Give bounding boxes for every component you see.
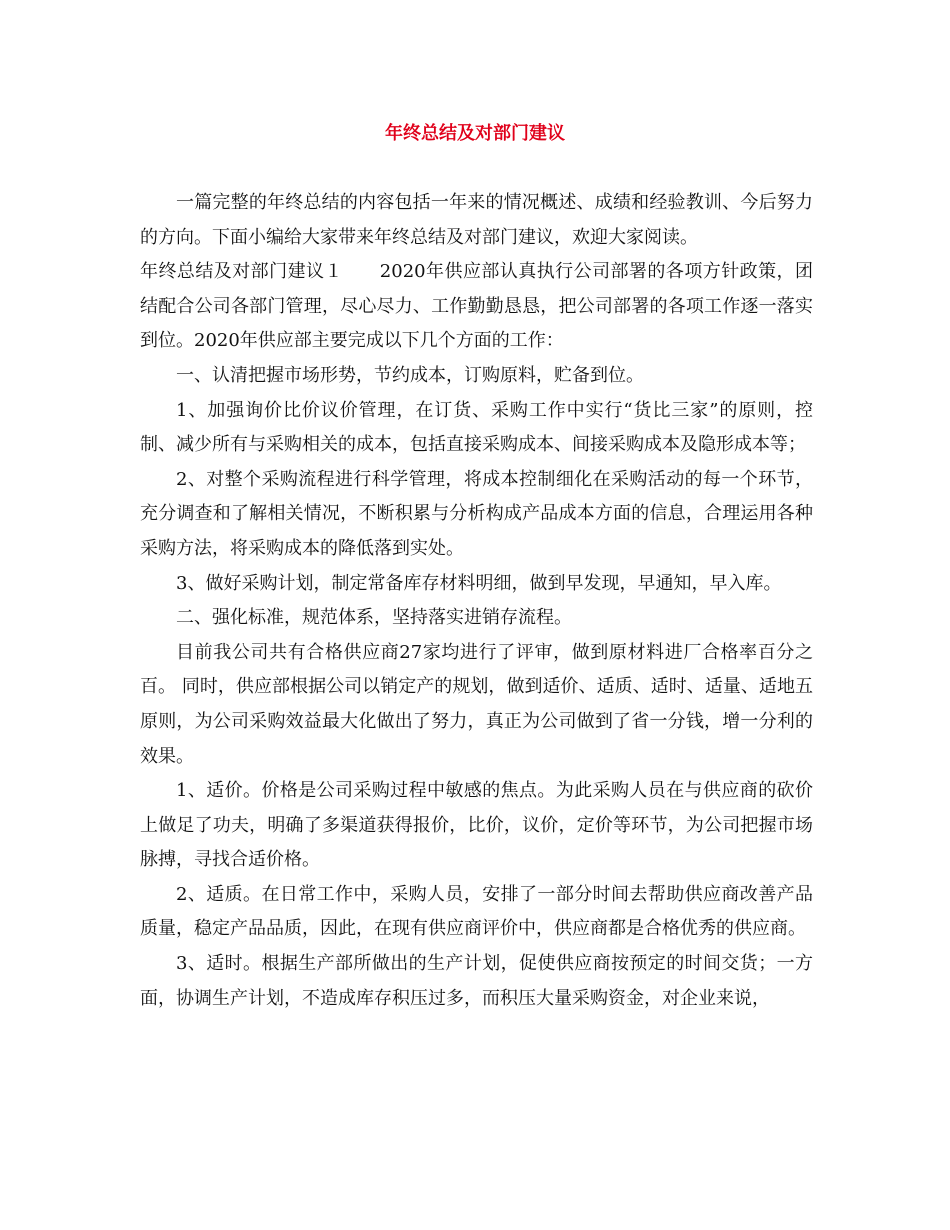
- paragraph: 二、强化标准，规范体系，坚持落实进销存流程。: [176, 607, 572, 629]
- document-title: 年终总结及对部门建议: [385, 123, 565, 144]
- paragraph: 1、加强询价比价议价管理，在订货、采购工作中实行“货比三家”的原则，控制、减少所有与采购相关的成本，包括直接采购成本、间接采购成本及隐形成本等；: [140, 399, 813, 456]
- paragraph: 年终总结及对部门建议１ 2020年供应部认真执行公司部署的各项方针政策，团结配合公司各部门管理，尽心尽力、工作勤勤恳恳，把公司部署的各项工作逐一落实到位。2020年供应部主要完成以下几个方面的工作：: [140, 261, 813, 352]
- paragraph: 3、适时。根据生产部所做出的生产计划，促使供应商按预定的时间交货；一方面，协调生产计划，不造成库存积压过多，而积压大量采购资金，对企业来说，: [140, 953, 813, 1009]
- paragraph: 2、对整个采购流程进行科学管理，将成本控制细化在采购活动的每一个环节，充分调查和了解相关情况，不断积累与分析构成产品成本方面的信息，合理运用各种采购方法，将采购成本的降低落到实处。: [140, 468, 813, 559]
- paragraph: 3、做好采购计划，制定常备库存材料明细，做到早发现，早通知，早入库。: [176, 572, 782, 594]
- paragraph: 2、适质。在日常工作中，采购人员，安排了一部分时间去帮助供应商改善产品质量，稳定产品品质，因此，在现有供应商评价中，供应商都是合格优秀的供应商。: [140, 883, 813, 940]
- paragraph: 1、适价。价格是公司采购过程中敏感的焦点。为此采购人员在与供应商的砍价上做足了功夫，明确了多渠道获得报价，比价，议价，定价等环节，为公司把握市场脉搏，寻找合适价格。: [140, 780, 813, 871]
- paragraph: 一篇完整的年终总结的内容包括一年来的情况概述、成绩和经验教训、今后努力的方向。下面小编给大家带来年终总结及对部门建议，欢迎大家阅读。: [140, 192, 813, 248]
- paragraph: 目前我公司共有合格供应商27家均进行了评审，做到原材料进厂合格率百分之百。 同时，供应部根据公司以销定产的规划，做到适价、适质、适时、适量、适地五原则，为公司采购效益最大化做出了努力，真正为公司做到了省一分钱，增一分利的效果。: [140, 641, 813, 767]
- document-body: [140, 186, 813, 1016]
- paragraph: 一、认清把握市场形势，节约成本，订购原料，贮备到位。: [176, 364, 644, 386]
